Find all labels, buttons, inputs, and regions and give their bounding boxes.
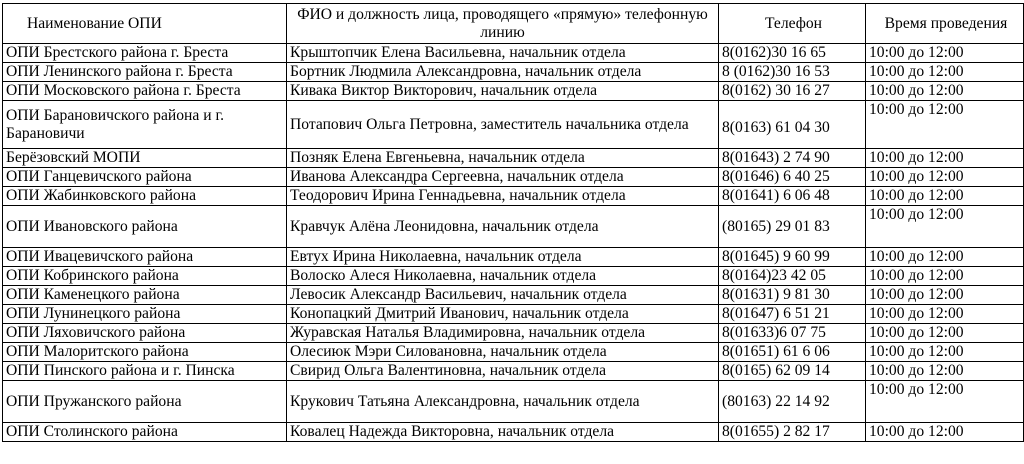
office-name: ОПИ Лунинецкого района bbox=[3, 305, 287, 324]
table-row bbox=[3, 423, 1024, 442]
person: Волоско Алеся Николаевна, начальник отдела bbox=[287, 267, 719, 286]
table-row bbox=[3, 82, 1024, 101]
office-name: ОПИ Каменецкого района bbox=[3, 286, 287, 305]
table-row bbox=[3, 362, 1024, 381]
time: 10:00 до 12:00 bbox=[866, 63, 1024, 82]
table-row bbox=[3, 149, 1024, 168]
person: Кравчук Алёна Леонидовна, начальник отдела bbox=[287, 206, 719, 248]
person: Кивака Виктор Викторович, начальник отдела bbox=[287, 82, 719, 101]
office-name: Берёзовский МОПИ bbox=[3, 149, 287, 168]
time: 10:00 до 12:00 bbox=[866, 305, 1024, 324]
time: 10:00 до 12:00 bbox=[866, 362, 1024, 381]
person: Крукович Татьяна Александровна, начальник отдела bbox=[287, 381, 719, 423]
header-office-name: Наименование ОПИ bbox=[3, 4, 287, 44]
table-row bbox=[3, 324, 1024, 343]
person: Евтух Ирина Николаевна, начальник отдела bbox=[287, 248, 719, 267]
time: 10:00 до 12:00 bbox=[866, 44, 1024, 63]
person: Потапович Ольга Петровна, заместитель начальника отдела bbox=[287, 101, 719, 149]
table-row bbox=[3, 305, 1024, 324]
office-name: ОПИ Столинского района bbox=[3, 423, 287, 442]
time: 10:00 до 12:00 bbox=[866, 423, 1024, 442]
office-name: ОПИ Московского района г. Бреста bbox=[3, 82, 287, 101]
phone: 8(01645) 9 60 99 bbox=[719, 248, 866, 267]
time: 10:00 до 12:00 bbox=[866, 168, 1024, 187]
office-name: ОПИ Малоритского района bbox=[3, 343, 287, 362]
time: 10:00 до 12:00 bbox=[866, 149, 1024, 168]
person: Бортник Людмила Александровна, начальник отдела bbox=[287, 63, 719, 82]
phone: 8(01655) 2 82 17 bbox=[719, 423, 866, 442]
person: Позняк Елена Евгеньевна, начальник отдела bbox=[287, 149, 719, 168]
table-header-row bbox=[3, 4, 1024, 44]
time: 10:00 до 12:00 bbox=[866, 206, 1024, 248]
time: 10:00 до 12:00 bbox=[866, 343, 1024, 362]
table-row bbox=[3, 206, 1024, 248]
office-name: ОПИ Пружанского района bbox=[3, 381, 287, 423]
phone: 8(01631) 9 81 30 bbox=[719, 286, 866, 305]
time: 10:00 до 12:00 bbox=[866, 187, 1024, 206]
office-name: ОПИ Ивацевичского района bbox=[3, 248, 287, 267]
time: 10:00 до 12:00 bbox=[866, 267, 1024, 286]
phone: 8(0165) 62 09 14 bbox=[719, 362, 866, 381]
person: Иванова Александра Сергеевна, начальник отдела bbox=[287, 168, 719, 187]
person: Левосик Александр Васильевич, начальник отдела bbox=[287, 286, 719, 305]
time: 10:00 до 12:00 bbox=[866, 324, 1024, 343]
office-name: ОПИ Ляховичского района bbox=[3, 324, 287, 343]
person: Журавская Наталья Владимировна, начальник отдела bbox=[287, 324, 719, 343]
phone: 8(01643) 2 74 90 bbox=[719, 149, 866, 168]
header-phone: Телефон bbox=[719, 4, 866, 44]
person: Свирид Ольга Валентиновна, начальник отдела bbox=[287, 362, 719, 381]
time: 10:00 до 12:00 bbox=[866, 248, 1024, 267]
table-row bbox=[3, 187, 1024, 206]
phone: 8(01651) 61 6 06 bbox=[719, 343, 866, 362]
time: 10:00 до 12:00 bbox=[866, 101, 1024, 149]
phone: 8(01633)6 07 75 bbox=[719, 324, 866, 343]
office-name: ОПИ Пинского района и г. Пинска bbox=[3, 362, 287, 381]
office-name: ОПИ Жабинковского района bbox=[3, 187, 287, 206]
table-row bbox=[3, 381, 1024, 423]
phone: (80163) 22 14 92 bbox=[719, 381, 866, 423]
phone: 8(0162)30 16 65 bbox=[719, 44, 866, 63]
person: Теодорович Ирина Геннадьевна, начальник отдела bbox=[287, 187, 719, 206]
office-name: ОПИ Ганцевичского района bbox=[3, 168, 287, 187]
header-person: ФИО и должность лица, проводящего «прямую» телефонную линию bbox=[287, 4, 719, 44]
person: Конопацкий Дмитрий Иванович, начальник отдела bbox=[287, 305, 719, 324]
table-row bbox=[3, 63, 1024, 82]
person: Олесиюк Мэри Силовановна, начальник отдела bbox=[287, 343, 719, 362]
office-name: ОПИ Брестского района г. Бреста bbox=[3, 44, 287, 63]
phone: 8(0164)23 42 05 bbox=[719, 267, 866, 286]
table-row bbox=[3, 267, 1024, 286]
table-row bbox=[3, 101, 1024, 149]
hotline-schedule-table bbox=[2, 3, 1024, 442]
table-row bbox=[3, 168, 1024, 187]
person: Ковалец Надежда Викторовна, начальник отдела bbox=[287, 423, 719, 442]
phone: 8(0163) 61 04 30 bbox=[719, 101, 866, 149]
phone: 8(0162) 30 16 27 bbox=[719, 82, 866, 101]
table-row bbox=[3, 286, 1024, 305]
office-name: ОПИ Ивановского района bbox=[3, 206, 287, 248]
header-time: Время проведения bbox=[866, 4, 1024, 44]
office-name: ОПИ Кобринского района bbox=[3, 267, 287, 286]
phone: 8(01641) 6 06 48 bbox=[719, 187, 866, 206]
time: 10:00 до 12:00 bbox=[866, 286, 1024, 305]
hotline-table-container bbox=[2, 3, 1024, 442]
table-row bbox=[3, 343, 1024, 362]
phone: 8(01646) 6 40 25 bbox=[719, 168, 866, 187]
phone: 8 (0162)30 16 53 bbox=[719, 63, 866, 82]
office-name: ОПИ Барановичского района и г. Барановичи bbox=[3, 101, 287, 149]
phone: (80165) 29 01 83 bbox=[719, 206, 866, 248]
time: 10:00 до 12:00 bbox=[866, 381, 1024, 423]
table-row bbox=[3, 248, 1024, 267]
office-name: ОПИ Ленинского района г. Бреста bbox=[3, 63, 287, 82]
person: Крыштопчик Елена Васильевна, начальник отдела bbox=[287, 44, 719, 63]
phone: 8(01647) 6 51 21 bbox=[719, 305, 866, 324]
time: 10:00 до 12:00 bbox=[866, 82, 1024, 101]
table-row bbox=[3, 44, 1024, 63]
